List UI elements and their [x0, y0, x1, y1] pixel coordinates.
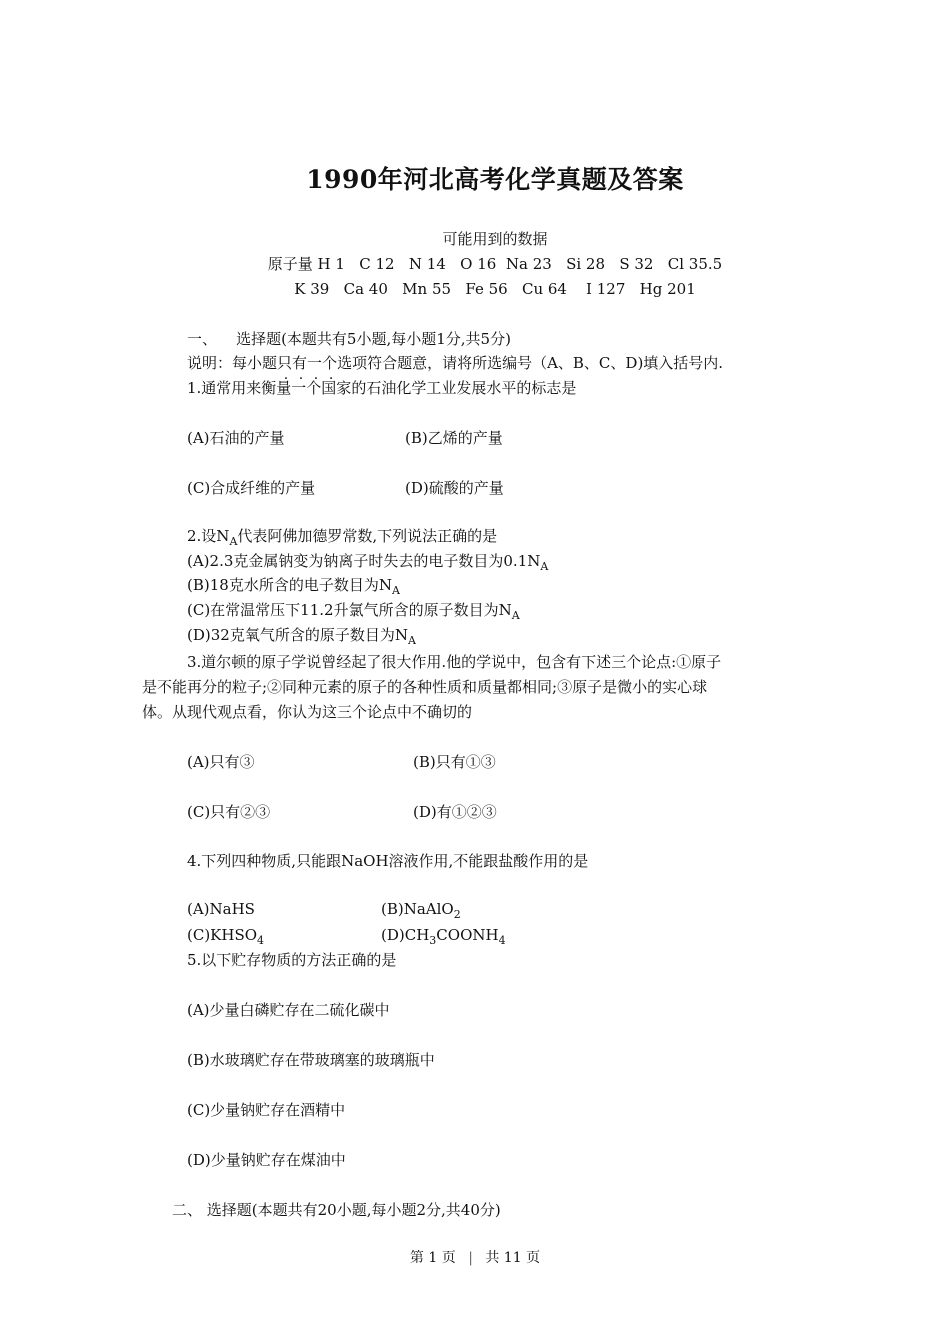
- question-3-stem-line-3: 体。从现代观点看，你认为这三个论点中不确切的: [142, 703, 473, 721]
- emphasis-char: 只: [277, 354, 293, 372]
- emphasis-char: 一: [307, 354, 323, 372]
- question-2-option-a: (A)2.3克金属钠变为钠离子时失去的电子数目为$0.1N_A$: [187, 552, 549, 573]
- question-4-stem: 4.下列四种物质,只能跟NaOH溶液作用,不能跟盐酸作用的是: [187, 852, 589, 870]
- question-4-option-d: $(D)CH_3COONH_4$: [381, 926, 506, 947]
- question-4-option-a: (A)NaHS: [187, 900, 255, 918]
- emphasis-char: 有: [292, 354, 308, 372]
- footer-separator: |: [468, 1250, 473, 1266]
- question-2-option-c: (C)在常温常压下11.2升氯气所含的原子数目为$N_A$: [187, 601, 520, 622]
- page-footer: [0, 1247, 950, 1267]
- question-5-option-d: (D)少量钠贮存在煤油中: [187, 1151, 346, 1169]
- page-total: 共 11 页: [485, 1250, 541, 1266]
- question-1-stem: 1.通常用来衡量一个国家的石油化学工业发展水平的标志是: [187, 379, 577, 397]
- page-title: 1990年河北高考化学真题及答案: [306, 165, 684, 194]
- atomic-weights-line-2: K 39 Ca 40 Mn 55 Fe 56 Cu 64 I 127 Hg 201: [294, 280, 696, 298]
- section-1-header: 一、 选择题(本题共有5小题,每小题1分,共5分): [187, 330, 511, 348]
- question-5-option-a: (A)少量白磷贮存在二硫化碳中: [187, 1001, 390, 1019]
- question-1-option-b: (B)乙烯的产量: [405, 429, 503, 447]
- question-5-option-c: (C)少量钠贮存在酒精中: [187, 1101, 346, 1119]
- question-4-option-c: $(C)KHSO_4$: [187, 926, 265, 947]
- instruction-prefix: 说明：每小题: [187, 354, 278, 372]
- question-3-option-a: (A)只有③: [187, 753, 255, 771]
- question-2-option-d: (D)32克氧气所含的原子数目为$N_A$: [187, 626, 416, 647]
- question-3-option-b: (B)只有①③: [413, 753, 496, 771]
- question-4-option-b: (B)NaAlO$_2$: [381, 900, 461, 921]
- question-3-option-c: (C)只有②③: [187, 803, 271, 821]
- question-3-stem-line-2: 是不能再分的粒子;②同种元素的原子的各种性质和质量都相同;③原子是微小的实心球: [142, 678, 708, 696]
- question-1-option-a: (A)石油的产量: [187, 429, 285, 447]
- atomic-weights-line-1: 原子量 H 1 C 12 N 14 O 16 Na 23 Si 28 S 32 Cl 35.5: [267, 255, 723, 273]
- question-1-option-d: (D)硫酸的产量: [405, 479, 504, 497]
- instruction-suffix: 选项符合题意，请将所选编号（A、B、C、D)填入括号内.: [337, 354, 724, 372]
- data-heading: 可能用到的数据: [442, 230, 548, 248]
- question-1-option-c: (C)合成纤维的产量: [187, 479, 316, 497]
- question-3-option-d: (D)有①②③: [413, 803, 497, 821]
- section-2-header: 二、 选择题(本题共有20小题,每小题2分,共40分): [172, 1201, 501, 1219]
- question-3-stem-line-1: 3.道尔顿的原子学说曾经起了很大作用.他的学说中，包含有下述三个论点:①原子: [187, 653, 722, 671]
- question-5-option-b: (B)水玻璃贮存在带玻璃塞的玻璃瓶中: [187, 1051, 435, 1069]
- emphasis-char: 个: [322, 354, 338, 372]
- question-5-stem: 5.以下贮存物质的方法正确的是: [187, 951, 397, 969]
- page-number: 第 1 页: [409, 1250, 456, 1266]
- question-2-stem: 2.设$N_A$代表阿佛加德罗常数,下列说法正确的是: [187, 527, 498, 548]
- question-2-option-b: (B)18克水所含的电子数目为$N_A$: [187, 576, 400, 597]
- section-1-instruction: [187, 353, 723, 373]
